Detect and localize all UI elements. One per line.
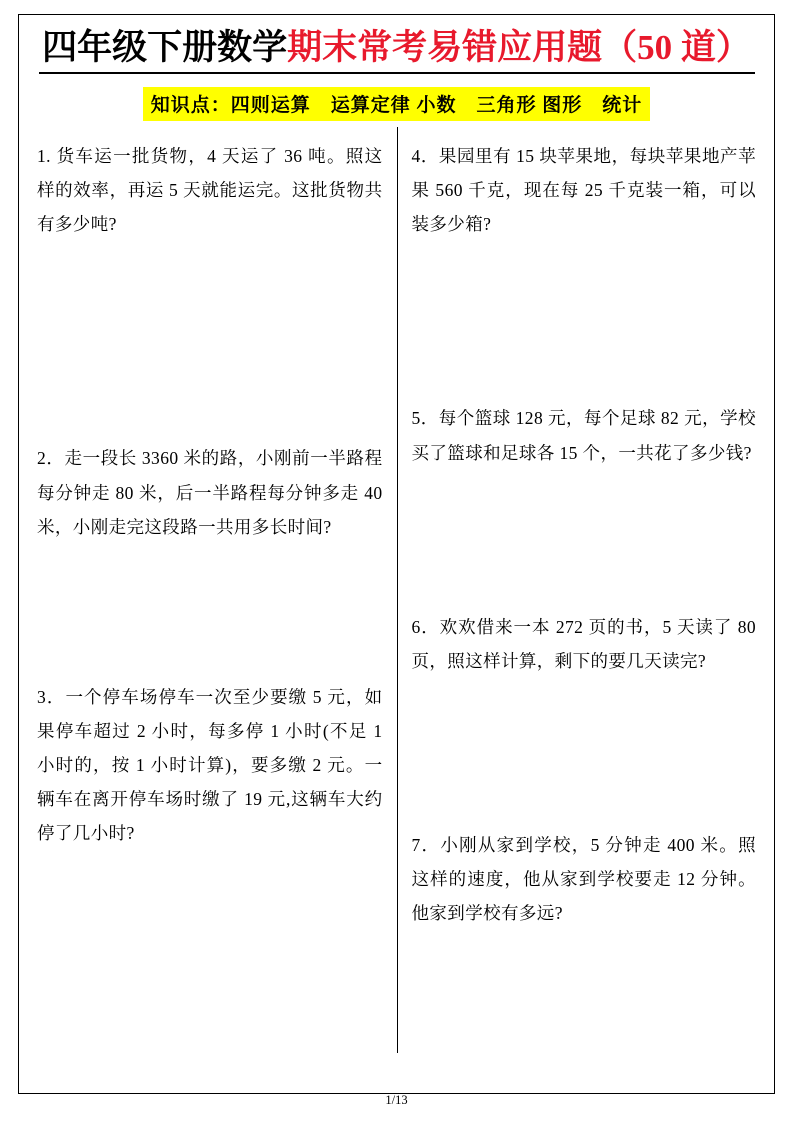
- question-item: 6．欢欢借来一本 272 页的书，5 天读了 80 页，照这样计算，剩下的要几天读完?: [411, 616, 756, 671]
- answer-space: [412, 241, 757, 401]
- page-title: [19, 29, 774, 68]
- questions-columns: [19, 127, 774, 1053]
- knowledge-points-row: [19, 87, 774, 121]
- answer-space: [37, 544, 383, 680]
- question-item: 3．一个停车场停车一次至少要缴 5 元，如果停车超过 2 小时，每多停 1 小时(不足 1 小时的，按 1 小时计算)，要多缴 2 元。一辆车在离开停车场时缴了 19 元,这辆车大约停了几小时?: [37, 686, 383, 844]
- question-item: 5．每个篮球 128 元，每个足球 82 元，学校买了篮球和足球各 15 个，一共花了多少钱?: [411, 408, 756, 463]
- left-column: [19, 127, 397, 1053]
- question-item: 1. 货车运一批货物，4 天运了 36 吨。照这样的效率，再运 5 天就能运完。这批货物共有多少吨?: [37, 146, 383, 235]
- question-item: 2．走一段长 3360 米的路，小刚前一半路程每分钟走 80 米，后一半路程每分钟多走 40 米，小刚走完这段路一共用多长时间?: [37, 448, 383, 537]
- right-column: [397, 127, 775, 1053]
- document-page: [18, 14, 775, 1094]
- title-underline: [39, 72, 755, 74]
- page-title-red: 期末常考易错应用题（50 道）: [287, 28, 751, 67]
- question-item: 4．果园里有 15 块苹果地，每块苹果地产苹果 560 千克，现在每 25 千克装一箱，可以装多少箱?: [411, 146, 756, 235]
- answer-space: [412, 678, 757, 828]
- answer-space: [37, 241, 383, 441]
- page-number: 1/13: [385, 1093, 408, 1107]
- answer-space: [412, 470, 757, 610]
- knowledge-points-badge: 知识点：四则运算 运算定律 小数 三角形 图形 统计: [143, 87, 651, 121]
- page-title-black: 四年级下册数学: [42, 28, 288, 67]
- question-item: 7．小刚从家到学校，5 分钟走 400 米。照这样的速度，他从家到学校要走 12 分钟。他家到学校有多远?: [411, 834, 756, 924]
